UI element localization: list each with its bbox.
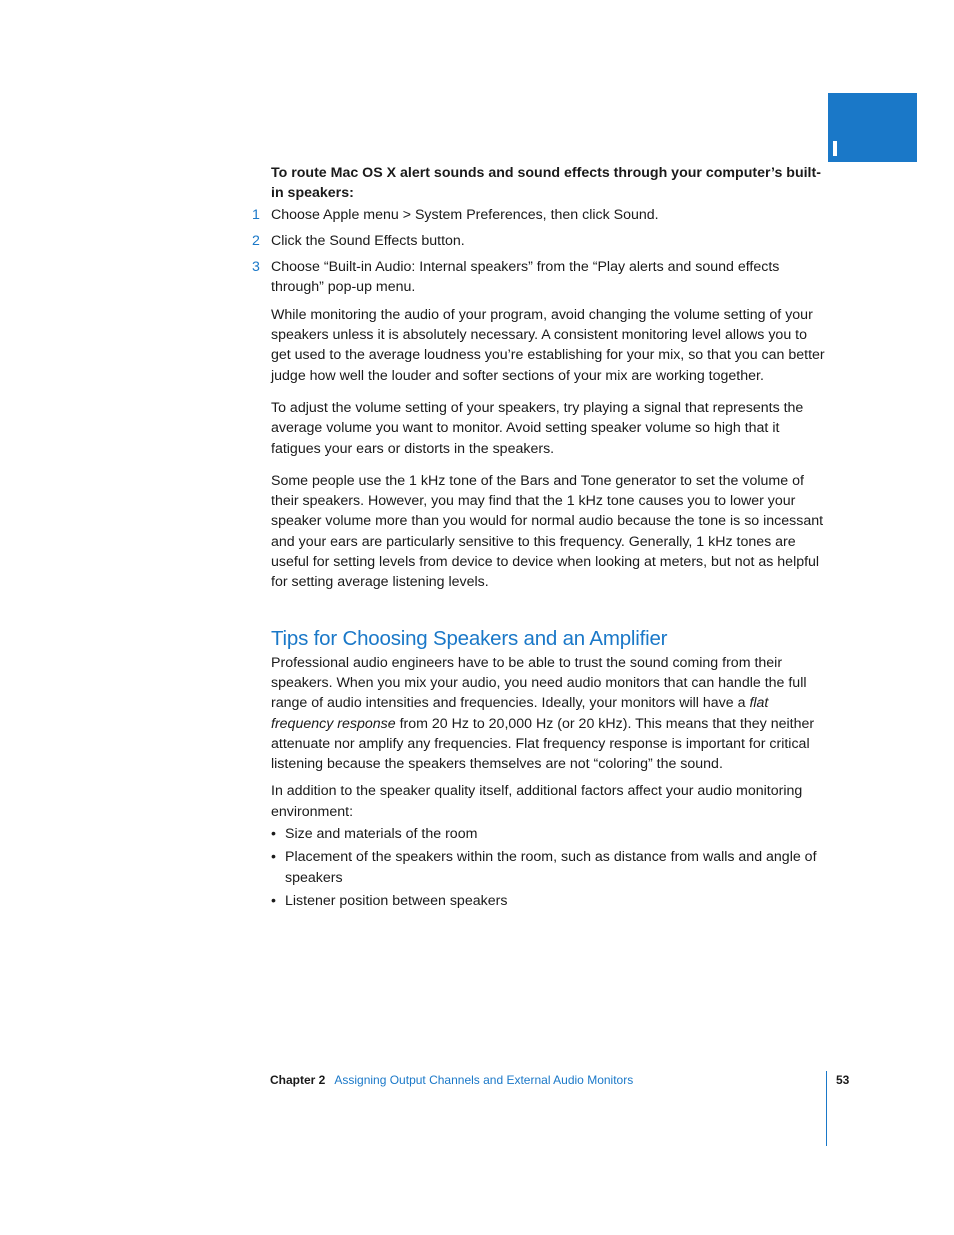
page-number: 53: [836, 1073, 850, 1087]
intro-emphasis: flat frequency response: [271, 695, 769, 732]
list-item: [271, 847, 827, 888]
step-text: Choose “Built-in Audio: Internal speakers” from the “Play alerts and sound effects through” pop-up menu.: [271, 259, 780, 296]
procedure-steps: [252, 205, 827, 298]
list-item: [271, 891, 827, 911]
list-item-text: Listener position between speakers: [285, 892, 508, 909]
intro-text: Professional audio engineers have to be able to trust the sound coming from their speakers. When you mix your audio, you need audio monitors that can handle the full range of audio intensities and frequencies. Ideally, your monitors will have a: [271, 654, 807, 712]
paragraph-monitoring: While monitoring the audio of your program, avoid changing the volume setting of your speakers unless it is absolutely necessary. A consistent monitoring level allows you to get used to the average loudness you’re establishing for your mix, so that you can better judge how well the louder and softer sections of your mix are working together.: [271, 306, 825, 384]
bullet-icon: •: [271, 892, 276, 909]
chapter-label: Chapter 2: [270, 1073, 326, 1087]
paragraph-additional-factors: In addition to the speaker quality itself, additional factors affect your audio monitoring environment:: [271, 783, 803, 820]
bullet-icon: •: [271, 826, 276, 843]
procedure-title: To route Mac OS X alert sounds and sound effects through your computer’s built-in speakers:: [271, 165, 821, 202]
step-item: [252, 205, 827, 225]
list-item-text: Placement of the speakers within the room, such as distance from walls and angle of speakers: [285, 849, 817, 886]
bullet-icon: •: [271, 849, 276, 866]
chapter-title: Assigning Output Channels and External Audio Monitors: [334, 1073, 634, 1087]
paragraph-professional-engineers: [271, 653, 827, 775]
paragraph-adjust-volume: To adjust the volume setting of your speakers, try playing a signal that represents the average volume you want to monitor. Avoid setting speaker volume so high that it fatigues your ears or distorts in the speakers.: [271, 399, 804, 457]
section-heading: Tips for Choosing Speakers and an Amplifier: [271, 626, 668, 650]
paragraph-1khz-tone: Some people use the 1 kHz tone of the Bars and Tone generator to set the volume of their speakers. However, you may find that the 1 kHz tone causes you to lower your speaker volume more than you would for normal audio because the tone is so incessant and your ears are particularly sensitive to this frequency. Generally, 1 kHz tones are useful for setting levels from device to device when looking at meters, but not as helpful for setting average listening levels.: [271, 472, 824, 591]
step-number: 3: [252, 259, 260, 276]
footer-divider: [826, 1071, 827, 1146]
chapter-tab: [828, 93, 917, 162]
step-text: Choose Apple menu > System Preferences, then click Sound.: [271, 206, 659, 223]
factor-list: [271, 824, 827, 911]
step-item: [252, 231, 827, 251]
step-item: [252, 257, 827, 298]
list-item-text: Size and materials of the room: [285, 826, 478, 843]
list-item: [271, 824, 827, 844]
main-content: [252, 163, 827, 914]
page-footer: [270, 1072, 633, 1088]
step-number: 2: [252, 232, 260, 249]
step-text: Click the Sound Effects button.: [271, 232, 465, 249]
chapter-tab-marker: [833, 141, 837, 156]
intro-text-continued: from 20 Hz to 20,000 Hz (or 20 kHz). This means that they neither attenuate nor amplify any frequencies. Flat frequency response is important for critical listening because the speakers themselves are not “coloring” the sound.: [271, 715, 815, 773]
step-number: 1: [252, 206, 260, 223]
